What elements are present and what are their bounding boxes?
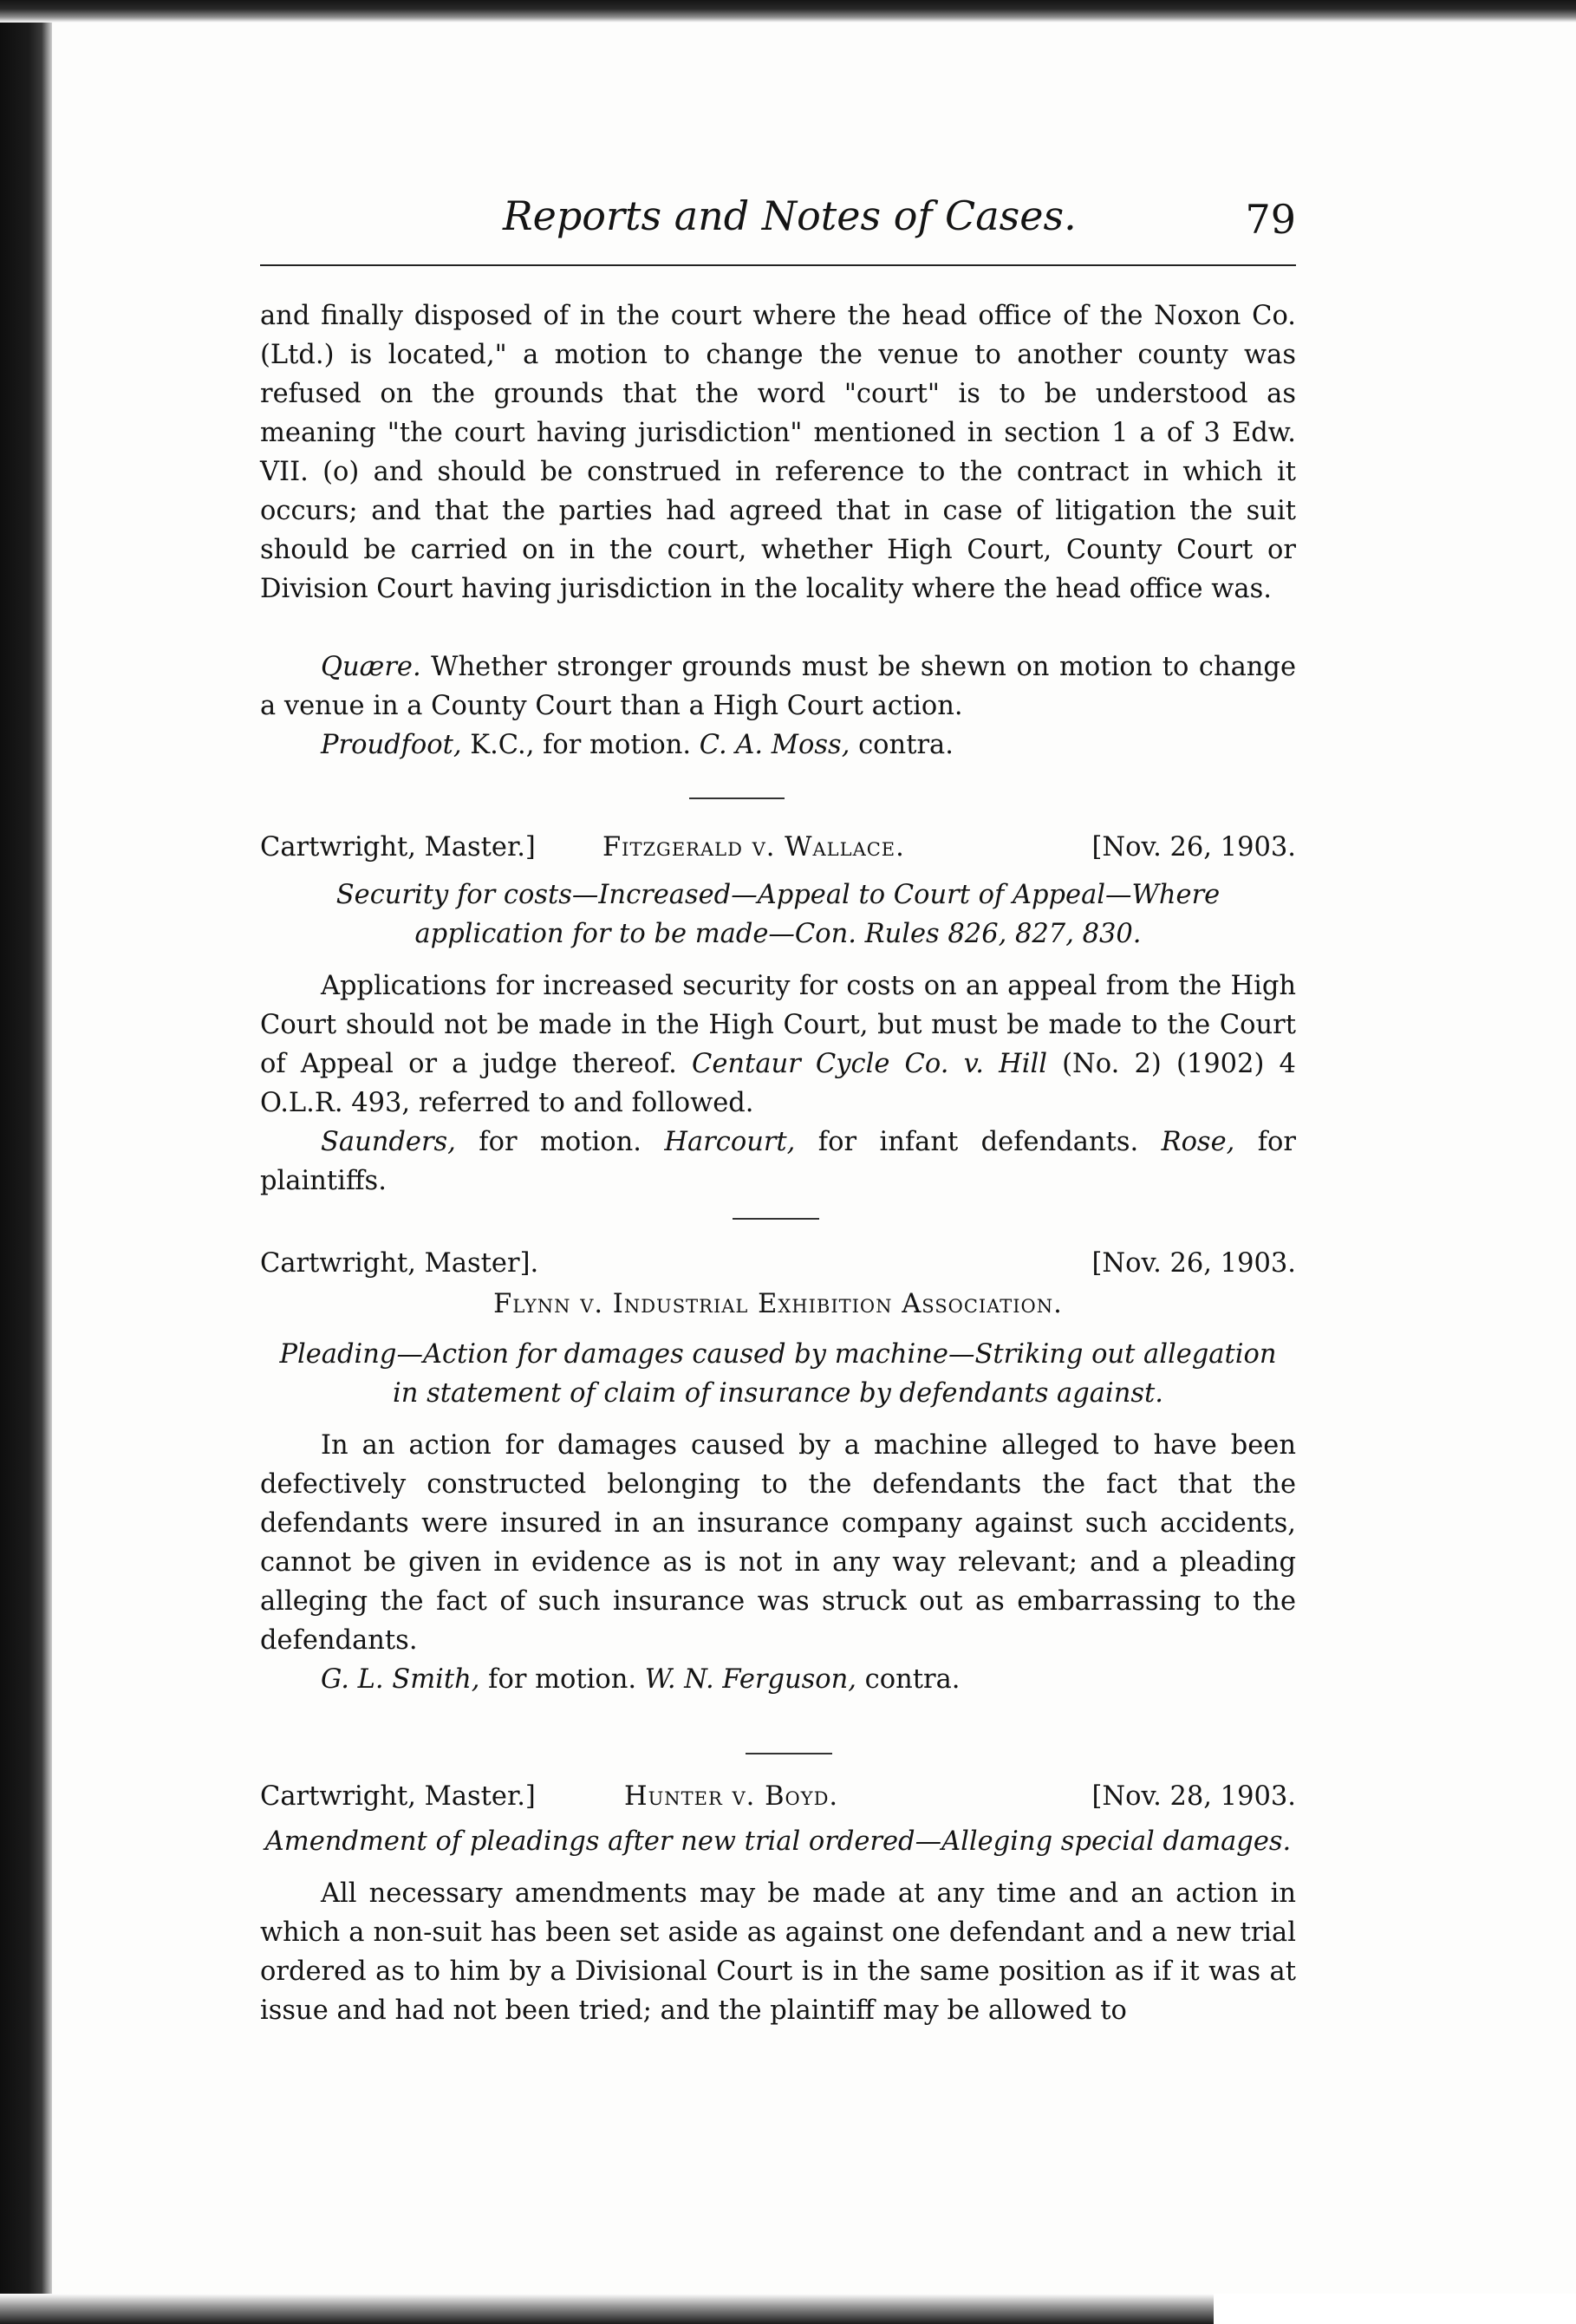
case-title: Fitzgerald v. Wallace. [602, 832, 905, 863]
case-title: Hunter v. Boyd. [624, 1781, 839, 1812]
case-headnote: Pleading—Action for damages caused by machine—Striking out allegation in statement of claim of insurance by defendants against. [279, 1339, 1277, 1409]
case-judge: Cartwright, Master.] [260, 1781, 536, 1812]
counsel-name: W. N. Ferguson, [644, 1664, 856, 1695]
counsel-name: C. A. Moss, [699, 730, 850, 760]
case-headnote: Amendment of pleadings after new trial ordered—Alleging special damages. [264, 1826, 1292, 1857]
counsel-name: Harcourt, [664, 1127, 796, 1157]
case-date: [Nov. 28, 1903. [1091, 1781, 1296, 1812]
counsel-role: for plaintiffs. [260, 1127, 1297, 1196]
counsel-role: for motion. [479, 1664, 645, 1695]
case-body: All necessary amendments may be made at any time and an action in which a non-suit has been set aside as against one defendant and a new trial ordered as to him by a Divisional Court is in the same position as if it was at issue and had not been tried; and the plaintiff may be allowed to [260, 1878, 1296, 2026]
case-headnote: Security for costs—Increased—Appeal to Court of Appeal—Where application for to be made—Con. Rules 826, 827, 830. [335, 880, 1221, 949]
section-divider [746, 1753, 832, 1754]
intro-paragraph: and finally disposed of in the court where the head office of the Noxon Co. (Ltd.) is located," a motion to change the venue to another county was refused on the grounds that the word "court" is to be understood as meaning "the court having jurisdiction" mentioned in section 1 a of 3 Edw. VII. (o) and should be construed in reference to the contract in which it occurs; and that the parties had agreed that in case of litigation the suit should be carried on in the court, whether High Court, County Court or Division Court having jurisdiction in the locality where the head office was. [260, 301, 1296, 604]
section-divider [733, 1218, 819, 1220]
counsel-role: contra. [850, 730, 954, 760]
case-judge: Cartwright, Master]. [260, 1248, 539, 1279]
counsel-role: K.C., for motion. [461, 730, 692, 760]
citation-case-name: Centaur Cycle Co. v. Hill [692, 1049, 1047, 1079]
binding-edge-shadow [0, 0, 52, 2324]
case-counsel-line [260, 1660, 1296, 1699]
counsel-role: for motion. [455, 1127, 665, 1157]
case-header [260, 832, 1296, 876]
quaere-label: Quære. [321, 652, 421, 682]
counsel-role: for infant defendants. [795, 1127, 1162, 1157]
running-title: Reports and Notes of Cases. [503, 192, 1077, 239]
top-edge-shadow [0, 0, 1576, 23]
case-body-text: (No. 2) (1902) 4 O.L.R. 493, referred to and followed. [260, 1049, 1296, 1118]
case-date: [Nov. 26, 1903. [1091, 832, 1296, 863]
header-rule [260, 264, 1296, 266]
quaere-text: Whether stronger grounds must be shewn on motion to change a venue in a County Court than a High Court action. [260, 652, 1296, 721]
counsel-name: Saunders, [321, 1127, 456, 1157]
counsel-name: G. L. Smith, [321, 1664, 480, 1695]
bottom-edge-shadow [0, 2294, 1214, 2324]
counsel-name: Rose, [1161, 1127, 1235, 1157]
page-number: 79 [1245, 196, 1296, 243]
intro-counsel-line [260, 726, 1296, 765]
case-body-text: Applications for increased security for costs on an appeal from the High Court should not be made in the High Court, but must be made to the Court of Appeal or a judge thereof. [260, 971, 1296, 1079]
case-body [260, 967, 1296, 1123]
counsel-name: Proudfoot, [321, 730, 462, 760]
quaere-paragraph [260, 648, 1296, 726]
case-body: In an action for damages caused by a machine alleged to have been defectively constructed belonging to the defendants the fact that the defendants were insured in an insurance company against such accidents, cannot be given in evidence as is not in any way relevant; and a pleading alleging the fact of such insurance was struck out as embarrassing to the defendants. [260, 1430, 1296, 1656]
running-head [260, 192, 1296, 253]
case-counsel-line [260, 1123, 1296, 1201]
case-header [260, 1781, 1296, 1825]
case-judge: Cartwright, Master.] [260, 832, 536, 863]
counsel-role: contra. [856, 1664, 961, 1695]
section-divider [689, 797, 785, 799]
case-date: [Nov. 26, 1903. [1091, 1248, 1296, 1279]
case-title: Flynn v. Industrial Exhibition Association. [493, 1289, 1063, 1319]
